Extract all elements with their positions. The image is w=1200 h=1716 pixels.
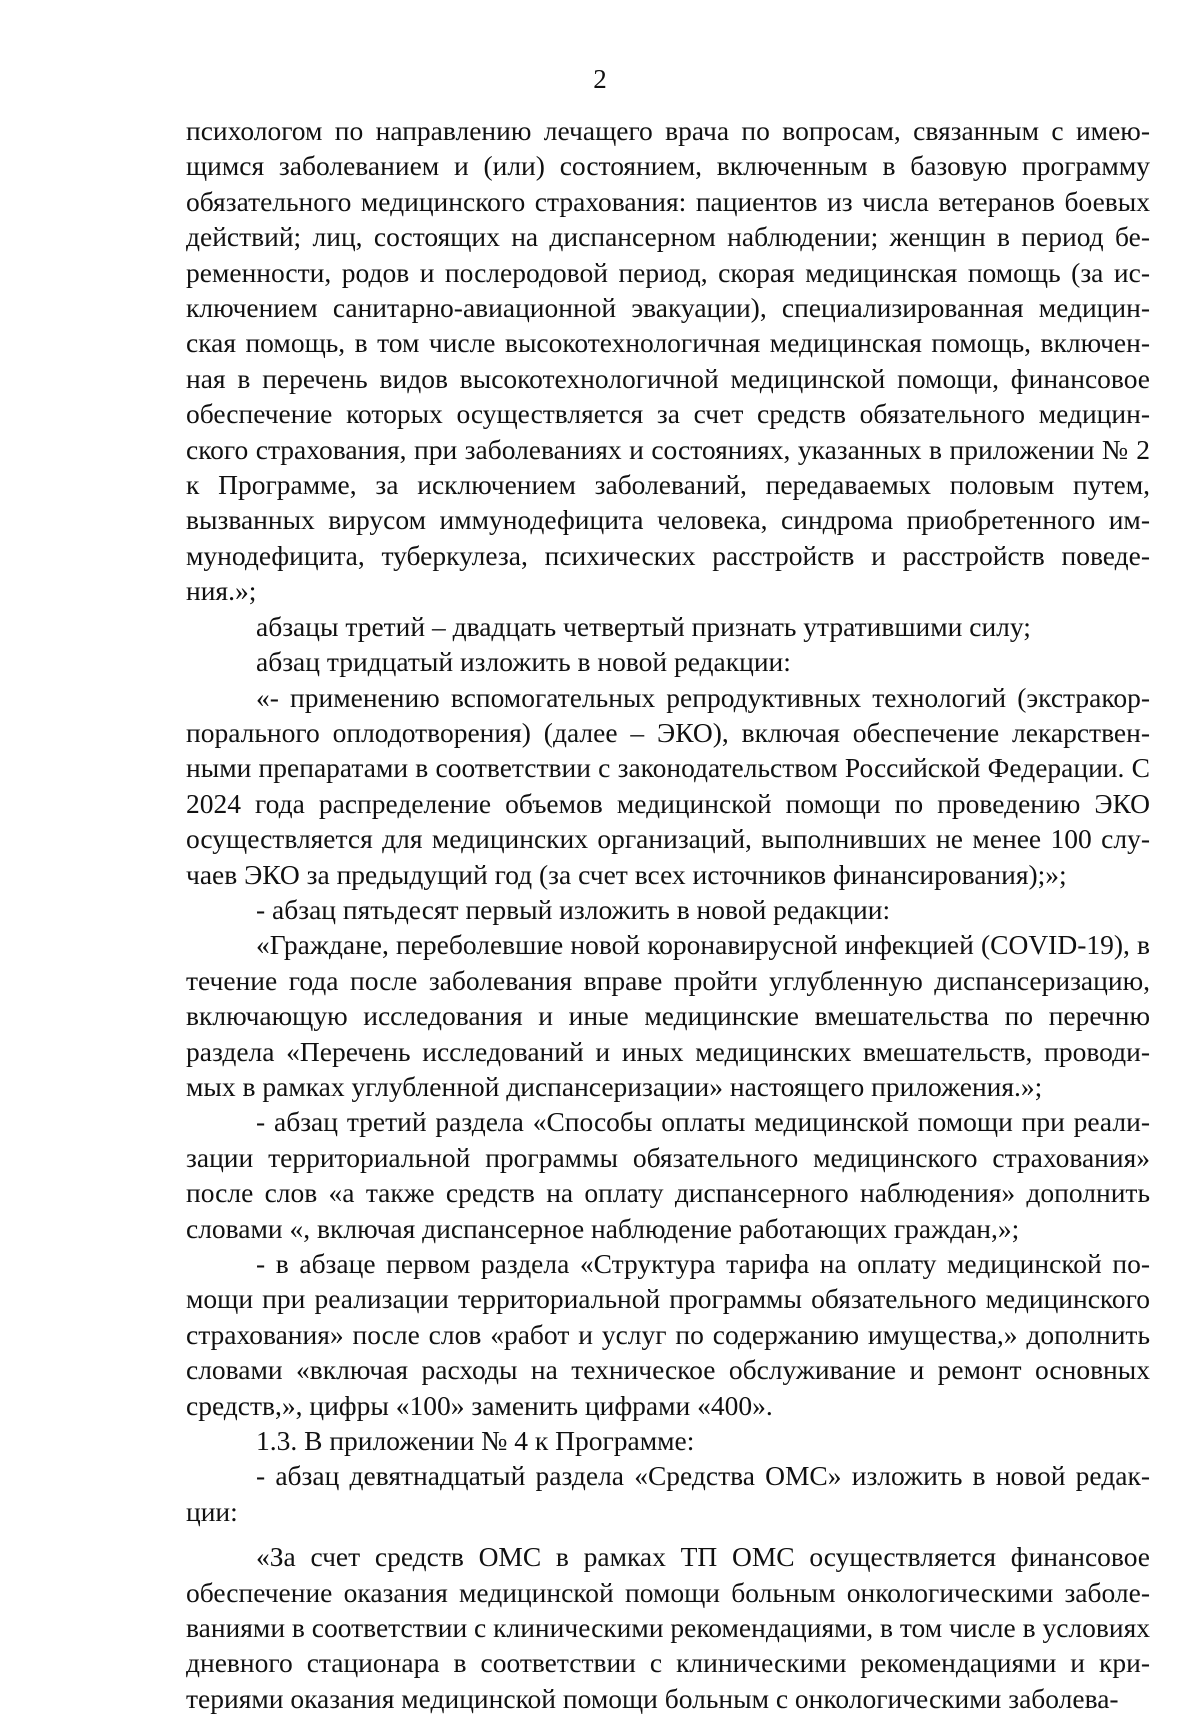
- paragraph-6: «Граждане, переболевшие новой коронавирусной инфекцией (COVID-19), в течение года после заболевания вправе пройти углубленную диспансеризацию, включающую исследования и иные медицинские вмешательства по перечню раздела «Перечень исследований и иных медицинских вмешательств, проводимых в рамках углубленной диспансеризации» настоящего приложения.»;: [186, 929, 1150, 1102]
- paragraph-3: абзац тридцатый изложить в новой редакции:: [256, 646, 791, 678]
- paragraph-4: «- применению вспомогательных репродуктивных технологий (экстракорпорального оплодотворения) (далее – ЭКО), включая обеспечение лекарственными препаратами в соответствии с законодательством Российской Федерации. С 2024 года распределение объемов медицинской помощи по проведению ЭКО осуществляется для медицинских организаций, выполнивших не менее 100 случаев ЭКО за предыдущий год (за счет всех источников финансирования);»;: [186, 681, 1150, 890]
- paragraph-8: - в абзаце первом раздела «Структура тарифа на оплату медицинской помощи при реализации территориальной программы обязательного медицинского страхования» после слов «работ и услуг по содержанию имущества,» дополнить словами «включая расходы на техническое обслуживание и ремонт основных средств,», цифры «100» заменить цифрами «400».: [186, 1248, 1150, 1421]
- paragraph-9: 1.3. В приложении № 4 к Программе:: [256, 1425, 695, 1457]
- document-body: [186, 113, 1150, 1716]
- paragraph-7: - абзац третий раздела «Способы оплаты медицинской помощи при реализации территориальной программы обязательного медицинского страхования» после слов «а также средств на оплату диспансерного наблюдения» дополнить словами «, включая диспансерное наблюдение работающих граждан,»;: [186, 1106, 1150, 1244]
- paragraph-5: - абзац пятьдесят первый изложить в новой редакции:: [256, 893, 891, 925]
- paragraph-1: психологом по направлению лечащего врача по вопросам, связанным с имеющимся заболеванием и (или) состоянием, включенным в базовую программу обязательного медицинского страхования: пациентов из числа ветеранов боевых действий; лиц, состоящих на диспансерном наблюдении; женщин в период беременности, родов и послеродовой период, скорая медицинская помощь (за исключением санитарно-авиационной эвакуации), специализированная медицинская помощь, в том числе высокотехнологичная медицинская помощь, включенная в перечень видов высокотехнологичной медицинской помощи, финансовое обеспечение которых осуществляется за счет средств обязательного медицинского страхования, при заболеваниях и состояниях, указанных в приложении № 2 к Программе, за исключением заболеваний, передаваемых половым путем, вызванных вирусом иммунодефицита человека, синдрома приобретенного иммунодефицита, туберкулеза, психических расстройств и расстройств поведения.»;: [186, 115, 1150, 607]
- paragraph-11: «За счет средств ОМС в рамках ТП ОМС осуществляется финансовое обеспечение оказания медицинской помощи больным онкологическими заболеваниями в соответствии с клиническими рекомендациями, в том числе в условиях дневного стационара в соответствии с клиническими рекомендациями и критериями оказания медицинской помощи больным с онкологическими заболева-: [186, 1541, 1150, 1714]
- page-number: 2: [593, 64, 607, 94]
- paragraph-10: - абзац девятнадцатый раздела «Средства ОМС» изложить в новой редакции:: [186, 1460, 1150, 1527]
- paragraph-2: абзацы третий – двадцать четвертый признать утратившими силу;: [256, 610, 1031, 642]
